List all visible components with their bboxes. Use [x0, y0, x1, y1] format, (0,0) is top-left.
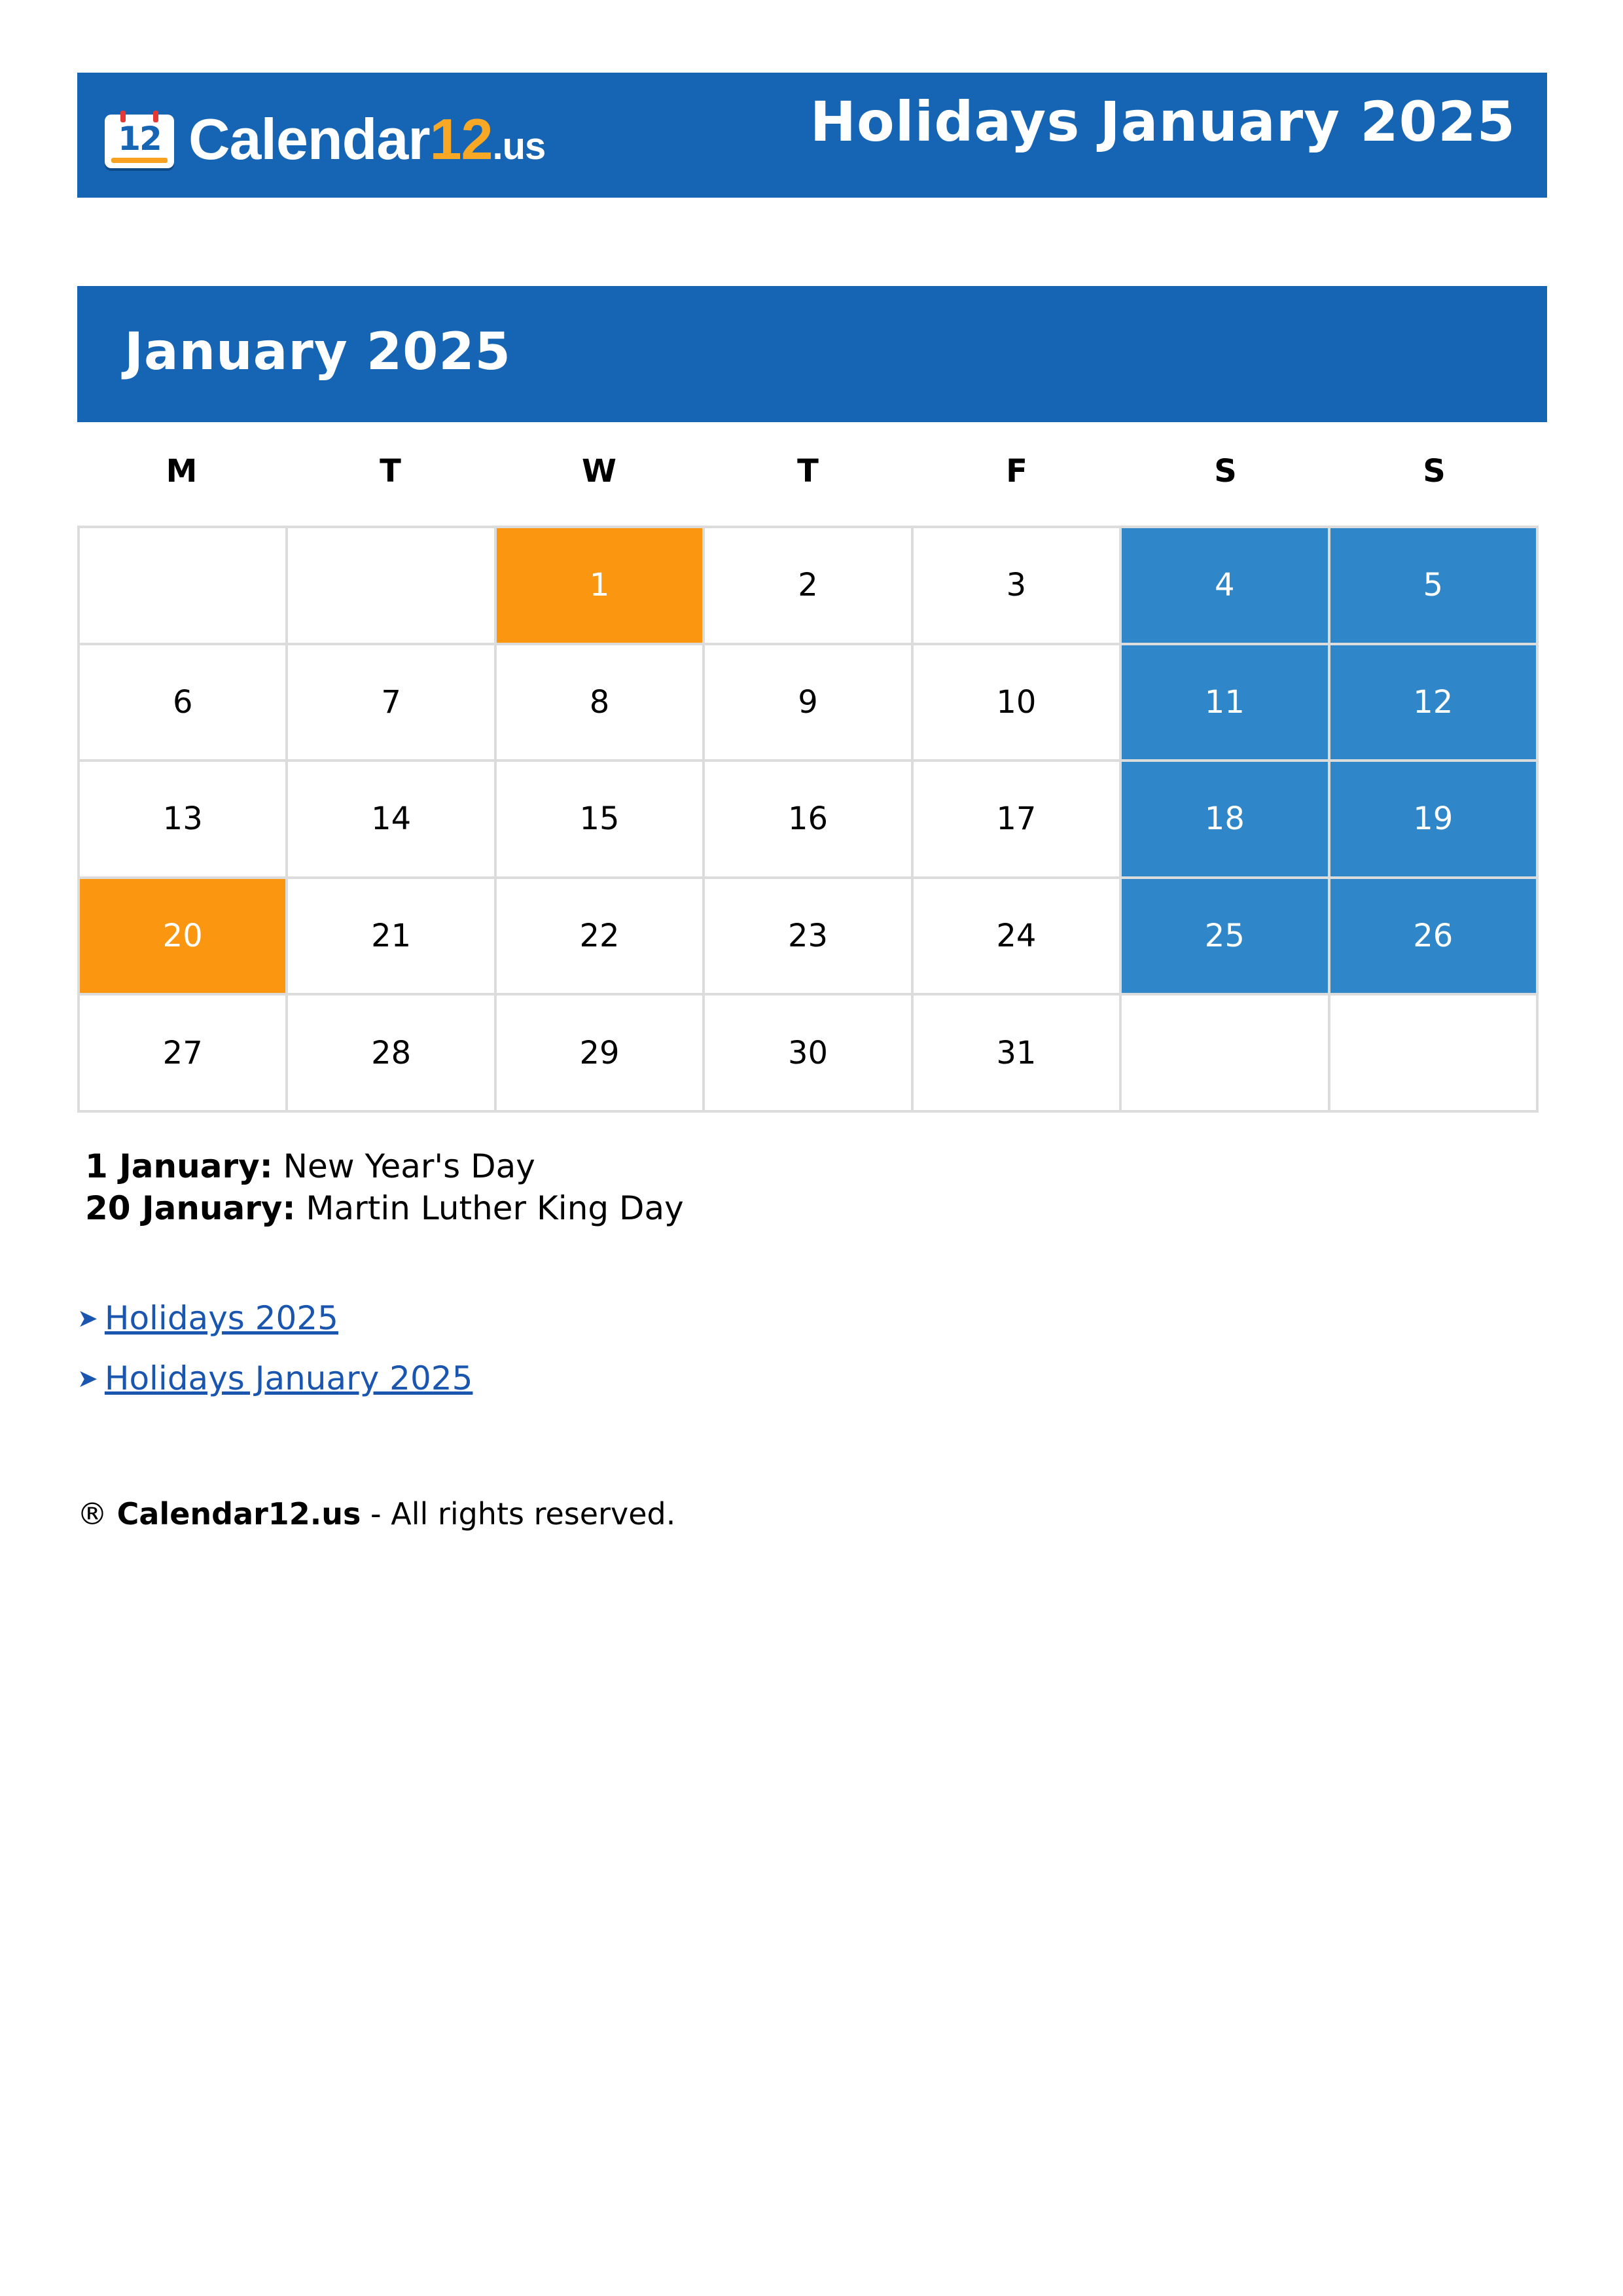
calendar-day-cell: 10	[912, 644, 1120, 761]
calendar-day-cell: 9	[704, 644, 912, 761]
calendar-day-cell: 5	[1329, 527, 1537, 644]
calendar-day-cell: 22	[495, 878, 704, 995]
weekday-label: W	[582, 453, 616, 490]
calendar-day-cell: 21	[287, 878, 495, 995]
calendar-day-cell: 14	[287, 761, 495, 878]
arrow-right-icon: ➤	[77, 1364, 98, 1393]
link-item	[77, 1288, 473, 1348]
calendar-week-row	[79, 527, 1537, 644]
calendar-day-cell: 31	[912, 994, 1120, 1111]
calendar-day-cell: 23	[704, 878, 912, 995]
calendar-icon-number: 12	[118, 120, 161, 158]
calendar-day-cell: 29	[495, 994, 704, 1111]
site-logo[interactable]	[105, 107, 545, 172]
holiday-item	[85, 1145, 684, 1187]
registered-symbol: ®	[77, 1496, 107, 1532]
month-title: January 2025	[124, 323, 511, 382]
calendar-empty-cell	[287, 527, 495, 644]
calendar-day-cell: 6	[79, 644, 287, 761]
calendar-day-cell: 1	[495, 527, 704, 644]
calendar-day-cell: 8	[495, 644, 704, 761]
holidays-year-link[interactable]: Holidays 2025	[104, 1299, 338, 1337]
footer-text: - All rights reserved.	[370, 1496, 676, 1532]
calendar-day-cell: 7	[287, 644, 495, 761]
weekday-label: F	[1006, 453, 1027, 490]
logo-word: Calendar	[188, 107, 430, 171]
footer-brand: Calendar12.us	[116, 1496, 361, 1532]
calendar-day-cell: 20	[79, 878, 287, 995]
logo-tld: .us	[492, 125, 546, 168]
weekday-label: T	[797, 453, 819, 490]
calendar-day-cell: 3	[912, 527, 1120, 644]
site-header	[77, 73, 1547, 198]
holiday-date: 1 January:	[85, 1147, 273, 1185]
calendar-day-cell: 4	[1120, 527, 1329, 644]
calendar-grid	[77, 526, 1539, 1113]
calendar-empty-cell	[79, 527, 287, 644]
calendar-week-row	[79, 761, 1537, 878]
holiday-name: Martin Luther King Day	[306, 1189, 684, 1227]
weekday-label: M	[166, 453, 198, 490]
calendar-day-cell: 16	[704, 761, 912, 878]
calendar-day-cell: 27	[79, 994, 287, 1111]
holidays-month-link[interactable]: Holidays January 2025	[104, 1359, 473, 1397]
calendar-empty-cell	[1120, 994, 1329, 1111]
weekday-label: T	[380, 453, 401, 490]
calendar-icon	[105, 111, 174, 168]
calendar-day-cell: 2	[704, 527, 912, 644]
calendar-day-cell: 12	[1329, 644, 1537, 761]
weekday-label: S	[1214, 453, 1237, 490]
calendar-day-cell: 18	[1120, 761, 1329, 878]
holiday-item	[85, 1187, 684, 1229]
calendar-day-cell: 30	[704, 994, 912, 1111]
calendar-day-cell: 11	[1120, 644, 1329, 761]
page-title: Holidays January 2025	[810, 90, 1516, 154]
holiday-name: New Year's Day	[283, 1147, 535, 1185]
calendar-day-cell: 15	[495, 761, 704, 878]
weekday-label: S	[1423, 453, 1446, 490]
calendar-day-cell: 25	[1120, 878, 1329, 995]
arrow-right-icon: ➤	[77, 1304, 98, 1333]
link-item	[77, 1348, 473, 1408]
logo-number: 12	[429, 107, 493, 171]
calendar-week-row	[79, 878, 1537, 995]
calendar-day-cell: 28	[287, 994, 495, 1111]
calendar-day-cell: 26	[1329, 878, 1537, 995]
footer	[77, 1496, 675, 1532]
calendar-day-cell: 17	[912, 761, 1120, 878]
holiday-date: 20 January:	[85, 1189, 296, 1227]
calendar-day-cell: 24	[912, 878, 1120, 995]
related-links	[77, 1288, 473, 1408]
calendar-week-row	[79, 994, 1537, 1111]
calendar-day-cell: 19	[1329, 761, 1537, 878]
calendar-week-row	[79, 644, 1537, 761]
month-header	[77, 286, 1547, 422]
calendar-empty-cell	[1329, 994, 1537, 1111]
logo-text	[188, 107, 546, 171]
weekday-header-row	[77, 453, 1539, 492]
calendar-day-cell: 13	[79, 761, 287, 878]
holiday-list	[85, 1145, 684, 1229]
